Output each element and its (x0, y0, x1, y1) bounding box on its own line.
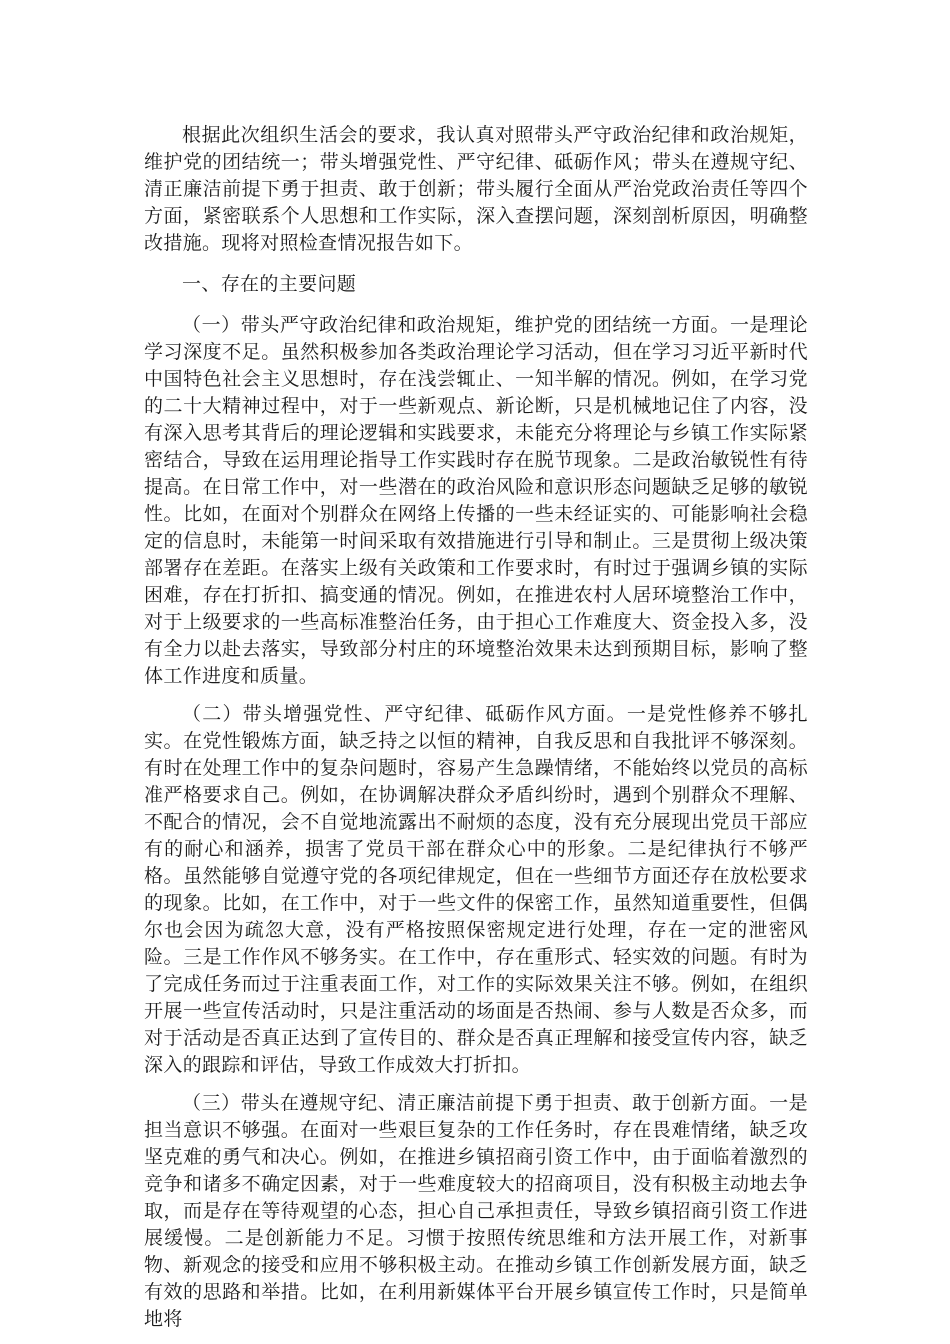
section-heading-problems: 一、存在的主要问题 (182, 273, 357, 295)
intro-paragraph: 根据此次组织生活会的要求，我认真对照带头严守政治纪律和政治规矩，维护党的团结统一；带头增强党性、严守纪律、砥砺作风；带头在遵规守纪、清正廉洁前提下勇于担责、敢于创新；带头履行全面从严治党政治责任等四个方面，紧密联系个人思想和工作实际，深入查摆问题，深刻剖析原因，明确整改措施。现将对照检查情况报告如下。 (144, 124, 808, 254)
paragraph-responsibility-innovation: （三）带头在遵规守纪、清正廉洁前提下勇于担责、敢于创新方面。一是担当意识不够强。在面对一些艰巨复杂的工作任务时，存在畏难情绪，缺乏攻坚克难的勇气和决心。例如，在推进乡镇招商引资工作中，由于面临着激烈的竞争和诸多不确定因素，对于一些难度较大的招商项目，没有积极主动地去争取，而是存在等待观望的心态，担心自己承担责任，导致乡镇招商引资工作进展缓慢。二是创新能力不足。习惯于按照传统思维和方法开展工作，对新事物、新观念的接受和应用不够积极主动。在推动乡镇工作创新发展方面，缺乏有效的思路和举措。比如，在利用新媒体平台开展乡镇宣传工作时，只是简单地将 (144, 1092, 808, 1330)
paragraph-political-discipline: （一）带头严守政治纪律和政治规矩，维护党的团结统一方面。一是理论学习深度不足。虽然积极参加各类政治理论学习活动，但在学习习近平新时代中国特色社会主义思想时，存在浅尝辄止、一知半解的情况。例如，在学习党的二十大精神过程中，对于一些新观点、新论断，只是机械地记住了内容，没有深入思考其背后的理论逻辑和实践要求，未能充分将理论与乡镇工作实际紧密结合，导致在运用理论指导工作实践时存在脱节现象。二是政治敏锐性有待提高。在日常工作中，对一些潜在的政治风险和意识形态问题缺乏足够的敏锐性。比如，在面对个别群众在网络上传播的一些未经证实的、可能影响社会稳定的信息时，未能第一时间采取有效措施进行引导和制止。三是贯彻上级决策部署存在差距。在落实上级有关政策和工作要求时，有时过于强调乡镇的实际困难，存在打折扣、搞变通的情况。例如，在推进农村人居环境整治工作中，对于上级要求的一些高标准整治任务，由于担心工作难度大、资金投入多，没有全力以赴去落实，导致部分村庄的环境整治效果未达到预期目标，影响了整体工作进度和质量。 (144, 314, 808, 687)
paragraph-party-spirit: （二）带头增强党性、严守纪律、砥砺作风方面。一是党性修养不够扎实。在党性锻炼方面，缺乏持之以恒的精神，自我反思和自我批评不够深刻。有时在处理工作中的复杂问题时，容易产生急躁情绪，不能始终以党员的高标准严格要求自己。例如，在协调解决群众矛盾纠纷时，遇到个别群众不理解、不配合的情况，会不自觉地流露出不耐烦的态度，没有充分展现出党员干部应有的耐心和涵养，损害了党员干部在群众心中的形象。二是纪律执行不够严格。虽然能够自觉遵守党的各项纪律规定，但在一些细节方面还存在放松要求的现象。比如，在工作中，对于一些文件的保密工作，虽然知道重要性，但偶尔也会因为疏忽大意，没有严格按照保密规定进行处理，存在一定的泄密风险。三是工作作风不够务实。在工作中，存在重形式、轻实效的问题。有时为了完成任务而过于注重表面工作，对工作的实际效果关注不够。例如，在组织开展一些宣传活动时，只是注重活动的场面是否热闹、参与人数是否众多，而对于活动是否真正达到了宣传目的、群众是否真正理解和接受宣传内容，缺乏深入的跟踪和评估，导致工作成效大打折扣。 (144, 703, 808, 1076)
document-body (144, 122, 808, 1333)
